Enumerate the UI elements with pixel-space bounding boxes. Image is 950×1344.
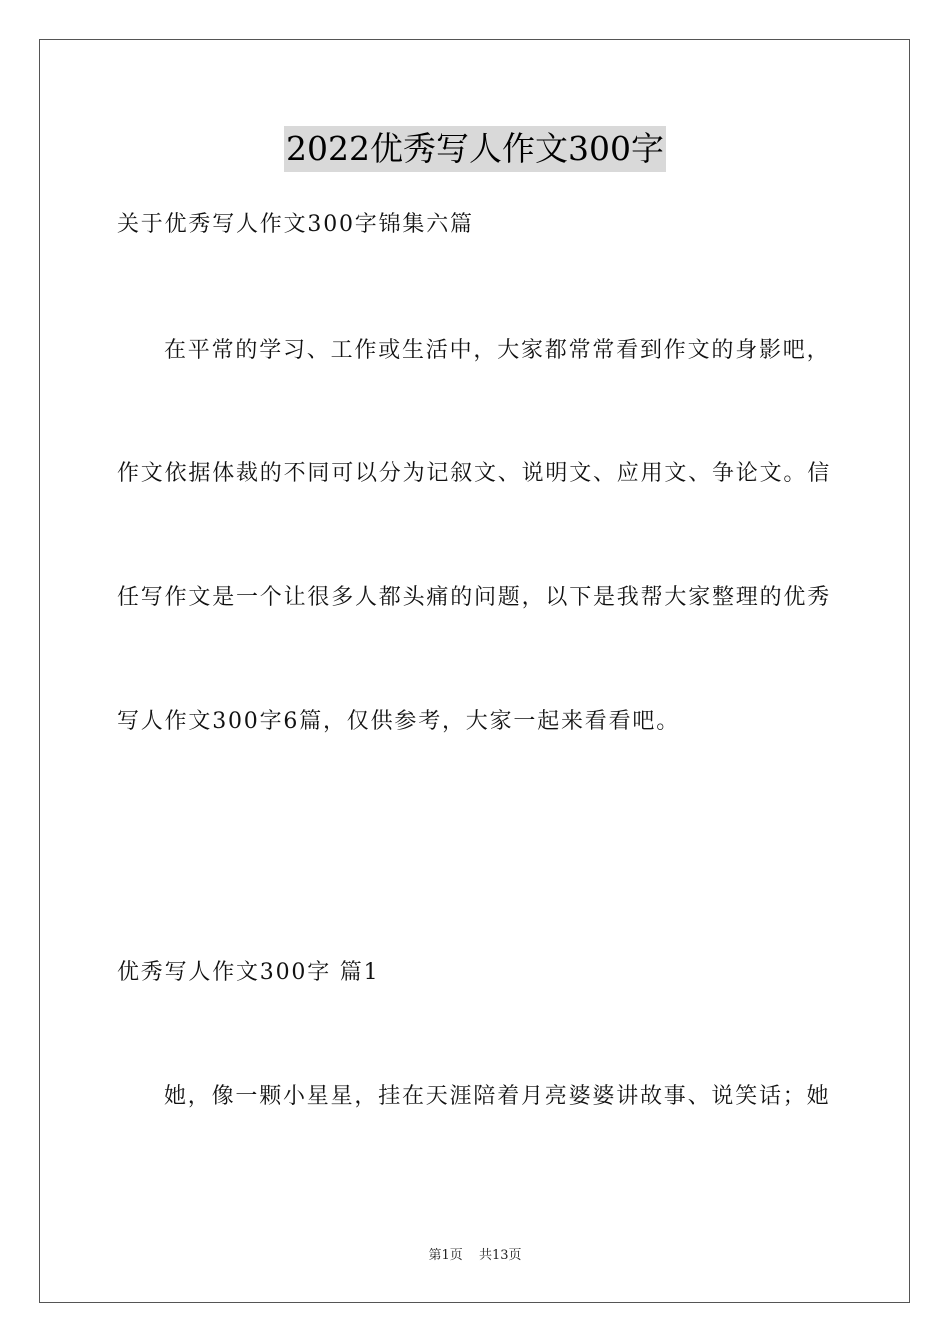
title-container (0, 126, 950, 172)
intro-line-4: 写人作文300字6篇，仅供参考，大家一起来看看吧。 (117, 709, 680, 734)
page-number: 第1页 (428, 1248, 463, 1263)
document-subtitle: 关于优秀写人作文300字锦集六篇 (117, 212, 474, 237)
document-title: 2022优秀写人作文300字 (284, 126, 666, 172)
total-pages: 共13页 (478, 1248, 522, 1263)
section-heading: 优秀写人作文300字 篇1 (117, 960, 380, 985)
page-footer (0, 1247, 950, 1265)
intro-line-1: 在平常的学习、工作或生活中，大家都常常看到作文的身影吧， (164, 338, 831, 363)
intro-line-3: 任写作文是一个让很多人都头痛的问题，以下是我帮大家整理的优秀 (117, 585, 832, 610)
section-line-1: 她，像一颗小星星，挂在天涯陪着月亮婆婆讲故事、说笑话；她 (164, 1084, 831, 1109)
intro-line-2: 作文依据体裁的不同可以分为记叙文、说明文、应用文、争论文。信 (117, 461, 832, 486)
